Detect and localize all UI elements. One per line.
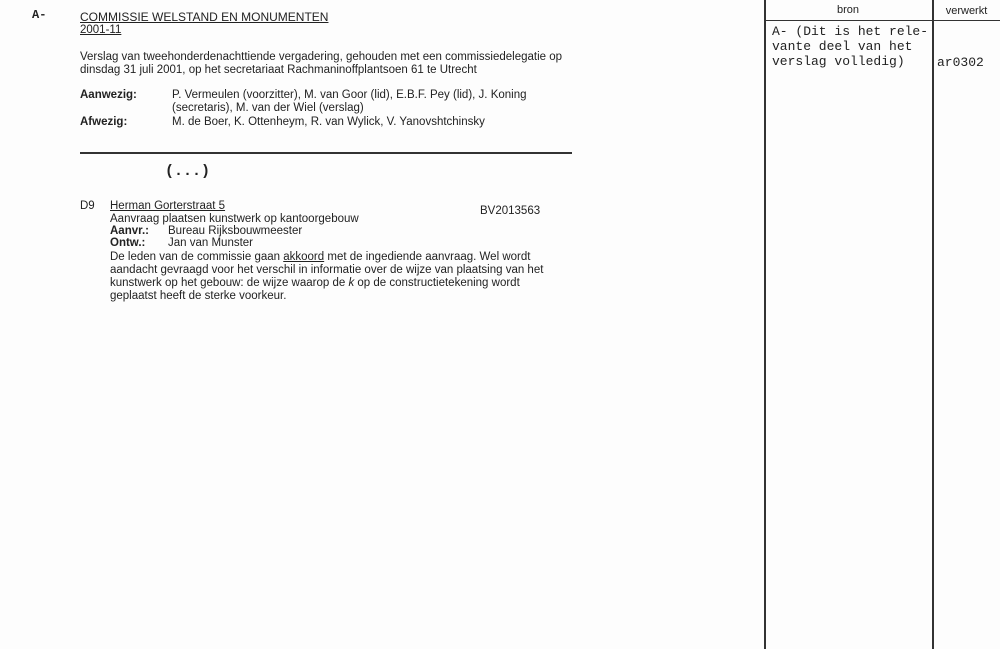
absent-label: Afwezig: [80,116,128,128]
present-value: (secretaris), M. van der Wiel (verslag) [172,102,364,114]
text: kunstwerk op het gebouw: de wijze waarop de [110,277,349,289]
text: met de ingediende aanvraag. Wel wordt [324,251,531,263]
absent-value: M. de Boer, K. Ottenheym, R. van Wylick, V. Yanovshtchinsky [172,116,485,128]
verwerkt-value: ar0302 [937,55,984,70]
item-body-line [110,277,520,289]
item-subject: Aanvraag plaatsen kunstwerk op kantoorgebouw [110,213,359,225]
bron-line: verslag volledig) [772,54,905,69]
designer-label: Ontw.: [110,237,146,249]
present-value: P. Vermeulen (voorzitter), M. van Goor (lid), E.B.F. Pey (lid), J. Koning [172,89,527,101]
table-left-border [764,0,766,649]
margin-mark: A- [32,8,47,22]
item-body-line: aandacht gevraagd voor het verschil in informatie over de wijze van plaatsing van het [110,264,544,276]
text: De leden van de commissie gaan [110,251,284,263]
applicant-label: Aanvr.: [110,225,149,237]
present-label: Aanwezig: [80,89,137,101]
item-address: Herman Gorterstraat 5 [110,200,226,212]
text: op de constructietekening wordt [354,277,520,289]
bron-line: vante deel van het [772,39,913,54]
emphasis-akkoord: akkoord [283,251,325,263]
applicant-value: Bureau Rijksbouwmeester [168,225,303,237]
item-body-line: geplaatst heeft de sterke voorkeur. [110,290,287,302]
column-header-bron: bron [836,4,860,16]
bron-line: A- (Dit is het rele- [772,24,929,39]
column-header-verwerkt: verwerkt [945,5,988,17]
document-number: 2001-11 [80,24,122,36]
designer-value: Jan van Munster [168,237,254,249]
omission-mark: (...) [165,163,211,180]
item-code: D9 [80,200,95,212]
item-body-line [110,251,530,263]
section-divider [80,152,572,154]
bron-note [772,24,928,69]
table-header-divider [764,20,1000,21]
italic-k: k [348,277,355,289]
document-title: COMMISSIE WELSTAND EN MONUMENTEN [80,10,329,24]
intro-line: dinsdag 31 juli 2001, op het secretariaat Rachmaninoffplantsoen 61 te Utrecht [80,64,477,76]
item-reference: BV2013563 [480,205,541,217]
intro-line: Verslag van tweehonderdenachttiende vergadering, gehouden met een commissiedelegatie op [80,51,563,63]
table-column-divider [932,0,934,649]
